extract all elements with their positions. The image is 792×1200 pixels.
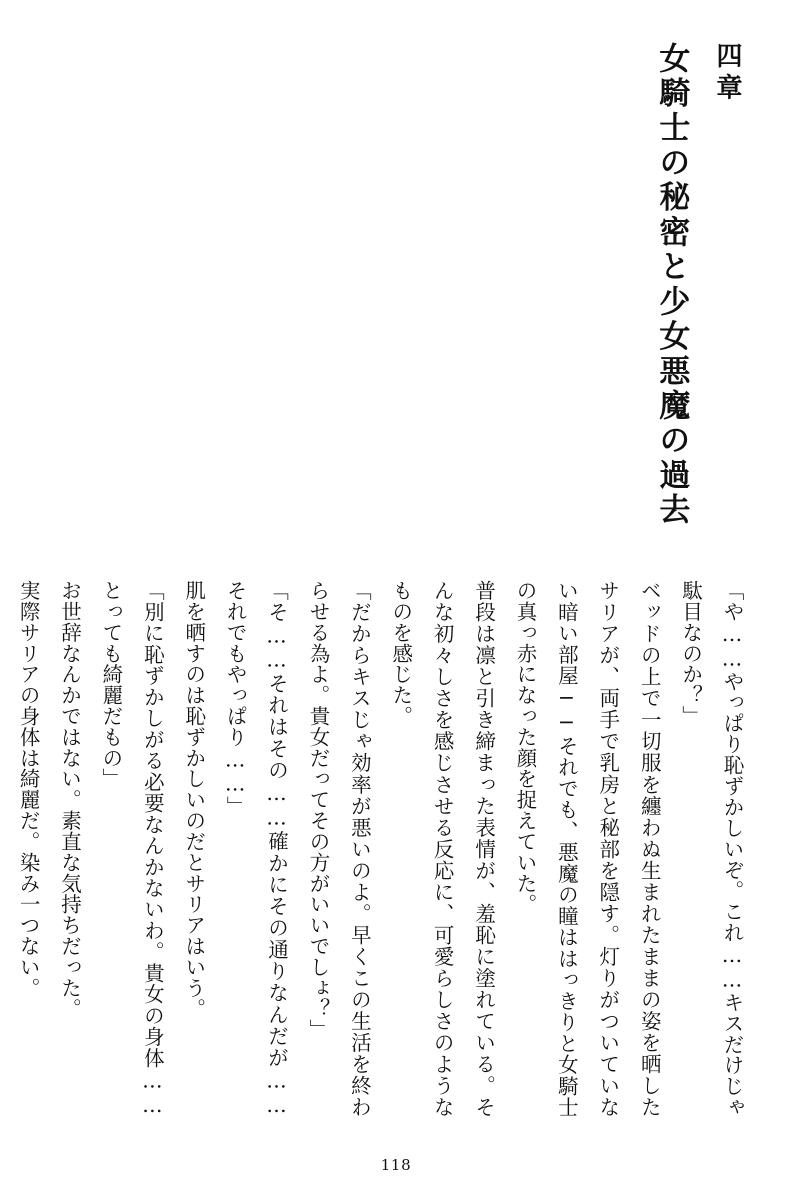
vertical-text-area <box>16 42 752 1117</box>
paragraph: 「そ……それはその……確かにその通りなんだが……それでもやっぱり……」 <box>223 579 289 1117</box>
paragraph: お世辞なんかではない。素直な気持ちだった。 <box>57 579 82 1019</box>
chapter-title: 女騎士の秘密と少女悪魔の過去 <box>653 42 690 529</box>
paragraph: ベッドの上で一切服を纏わぬ生まれたままの姿を晒したサリアが、両手で乳房と秘部を隠す。灯りがついていない暗い部屋──それでも、悪魔の瞳ははっきりと女騎士の真っ赤になった顔を捉えていた。 <box>512 579 662 1117</box>
chapter-heading <box>641 42 752 580</box>
paragraph: 「だからキスじゃ効率が悪いのよ。早くこの生活を終わらせる為よ。貴女だってその方がいいでしょ？」 <box>305 579 372 1117</box>
chapter-number: 四章 <box>712 42 742 106</box>
page-number: 118 <box>380 1156 412 1174</box>
paragraph: 実際サリアの身体は綺麗だ。染み一つない。 <box>16 579 41 998</box>
paragraph <box>0 580 7 1118</box>
paragraph: 「や……やっぱり恥ずかしいぞ。これ……キスだけじゃ駄目なのか？」 <box>678 579 744 1117</box>
paragraph: 「別に恥ずかしがる必要なんかないわ。貴女の身体……とっても綺麗だもの」 <box>98 579 165 1117</box>
paragraph: 普段は凛と引き締まった表情が、羞恥に塗れている。そんな初々しさを感じさせる反応に、可愛らしさのようなものを感じた。 <box>388 579 496 1117</box>
body-text <box>0 580 752 1118</box>
paragraph: 肌を晒すのは恥ずかしいのだとサリアはいう。 <box>181 579 206 1019</box>
